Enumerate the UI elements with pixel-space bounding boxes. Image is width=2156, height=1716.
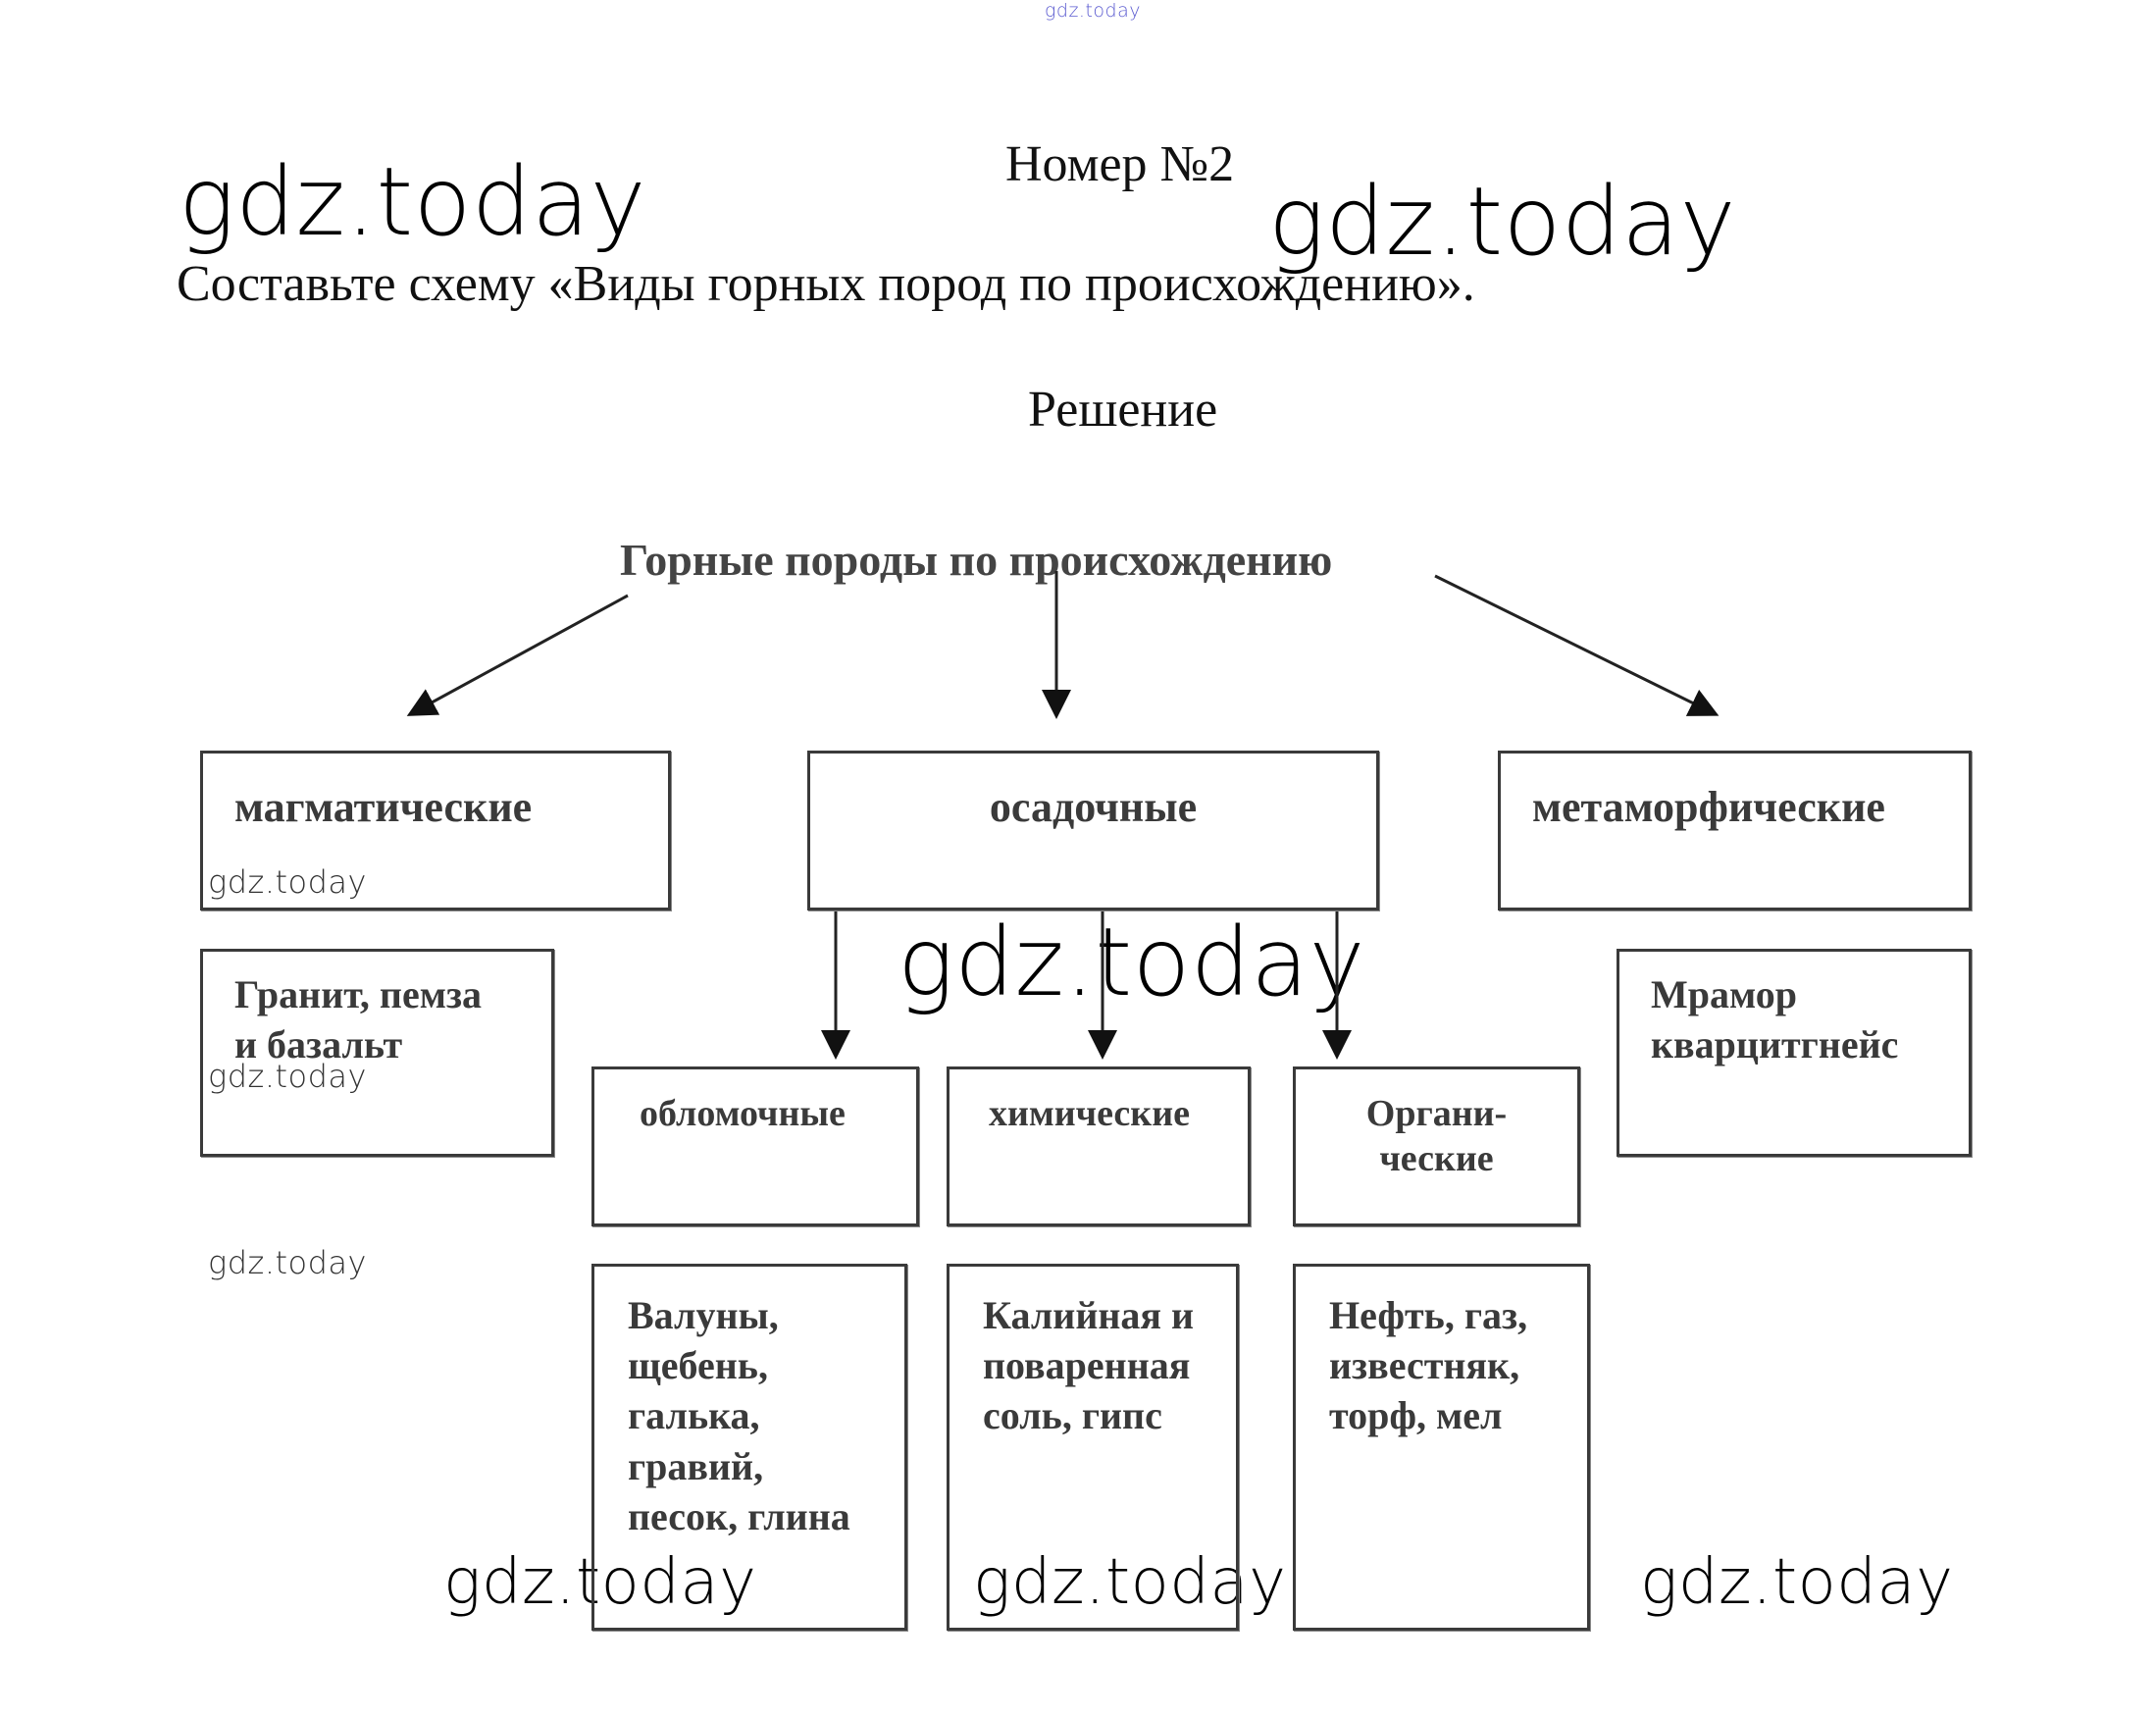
watermark-small-3: gdz.today: [208, 1244, 367, 1281]
box-clastic: [591, 1066, 919, 1226]
igneous-examples-text: Гранит, пемза и базальт: [234, 972, 483, 1067]
box-chemical-examples: [947, 1264, 1239, 1631]
box-igneous: [200, 751, 671, 910]
watermark-large-left: gdz.today: [179, 147, 646, 257]
box-igneous-label: магматические: [234, 783, 533, 831]
box-igneous-examples: [200, 949, 554, 1157]
watermark-bottom-3: gdz.today: [1640, 1546, 1954, 1619]
watermark-bottom-1: gdz.today: [443, 1546, 757, 1619]
box-chemical-label: химические: [989, 1093, 1190, 1134]
box-metamorphic: [1498, 751, 1972, 910]
solution-heading: Решение: [1028, 382, 1218, 438]
box-clastic-label: обломочные: [640, 1093, 846, 1134]
box-organic: [1293, 1066, 1580, 1226]
box-sedimentary-label: осадочные: [989, 783, 1198, 831]
chemical-examples-text: Калийная и поваренная соль, гипс: [983, 1293, 1195, 1438]
box-organic-examples: [1293, 1264, 1590, 1631]
diagram-root-label: Горные породы по происхождению: [620, 535, 1333, 585]
box-clastic-examples: [591, 1264, 907, 1631]
watermark-large-right: gdz.today: [1268, 167, 1736, 277]
watermark-bottom-2: gdz.today: [973, 1546, 1287, 1619]
box-organic-label: Органи- ческие: [1365, 1093, 1508, 1180]
box-metamorphic-examples: [1617, 949, 1972, 1157]
organic-examples-text: Нефть, газ, известняк, торф, мел: [1329, 1293, 1528, 1438]
arrow-to-igneous: [412, 596, 628, 713]
metamorphic-examples-text: Мрамор кварцитгнейс: [1651, 972, 1899, 1067]
clastic-examples-text: Валуны, щебень, галька, гравий, песок, глина: [628, 1293, 850, 1538]
watermark-large-center: gdz.today: [898, 908, 1365, 1017]
watermark-small-1: gdz.today: [208, 863, 367, 901]
watermark-top: gdz.today: [1045, 0, 1141, 22]
watermark-small-2: gdz.today: [208, 1058, 367, 1095]
box-chemical: [947, 1066, 1251, 1226]
task-text: Составьте схему «Виды горных пород по происхождению».: [177, 256, 1475, 312]
task-number: Номер №2: [1005, 136, 1235, 192]
box-sedimentary: [807, 751, 1379, 910]
box-metamorphic-label: метаморфические: [1532, 783, 1885, 831]
arrow-to-metamorphic: [1435, 576, 1714, 713]
